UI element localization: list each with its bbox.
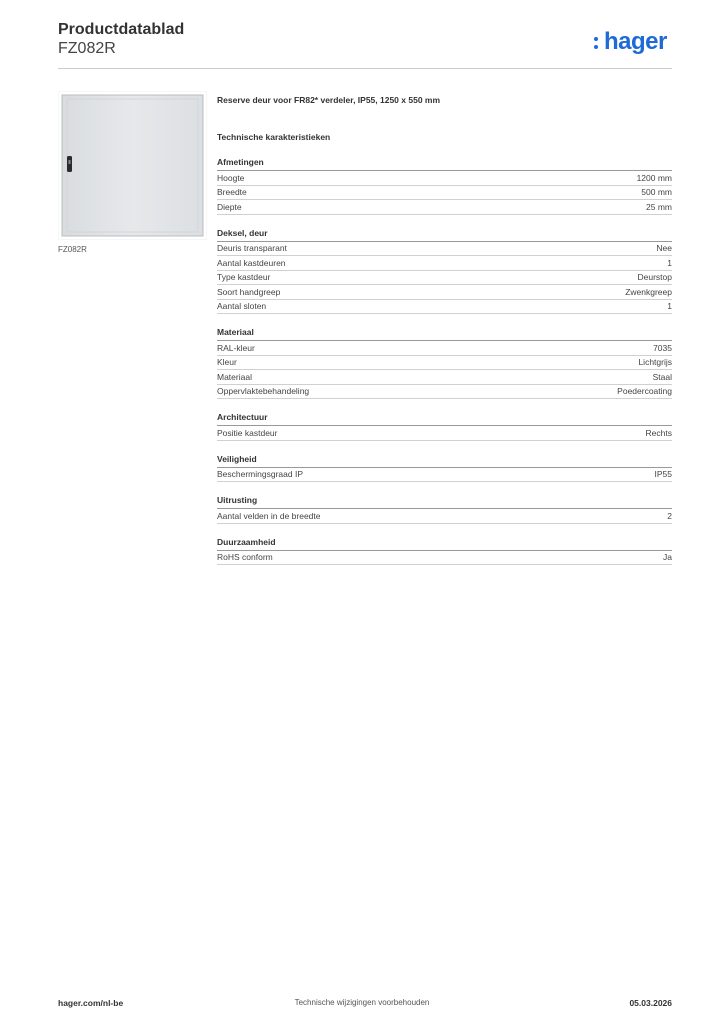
spec-label: Positie kastdeur [217,427,278,438]
spec-label: Beschermingsgraad IP [217,469,303,479]
tech-heading: Technische karakteristieken [217,132,331,142]
spec-row [217,271,672,286]
spec-label: Deuris transparant [217,243,287,253]
spec-section [217,536,672,566]
spec-row [217,341,672,356]
spec-label: Type kastdeur [217,272,271,282]
spec-value: 25 mm [646,201,672,212]
section-title: Veiligheid [217,453,672,468]
section-title: Afmetingen [217,156,672,171]
spec-row [217,551,672,566]
spec-sections [217,156,672,565]
section-title: Uitrusting [217,494,672,509]
header-divider [58,68,672,69]
spec-value: Rechts [645,427,672,438]
spec-row [217,426,672,441]
spec-row [217,186,672,201]
hager-logo[interactable] [594,28,674,58]
product-description: Reserve deur voor FR82* verdeler, IP55, 1250 x 550 mm [217,95,441,105]
spec-label: Diepte [217,201,242,212]
spec-value: IP55 [654,469,672,479]
spec-label: RoHS conform [217,552,273,562]
spec-value: Lichtgrijs [638,357,672,367]
spec-section [217,453,672,483]
doc-title: Productdatablad [58,21,185,38]
spec-section [217,411,672,441]
spec-row [217,171,672,186]
spec-value: Zwenkgreep [625,286,672,297]
spec-label: Oppervlaktebehandeling [217,386,310,396]
spec-panel [217,94,672,565]
spec-value: 7035 [653,342,672,353]
section-title: Duurzaamheid [217,536,672,551]
spec-label: RAL-kleur [217,342,255,353]
spec-row [217,385,672,400]
spec-value: 1200 mm [636,172,672,183]
spec-label: Hoogte [217,172,245,183]
spec-section [217,326,672,399]
spec-row [217,285,672,300]
spec-value: Nee [656,243,672,253]
spec-row [217,356,672,371]
door-panel-image [58,91,207,240]
footer-notice: Technische wijzigingen voorbehouden [294,998,430,1007]
section-title: Materiaal [217,326,672,341]
spec-row [217,242,672,257]
spec-label: Materiaal [217,371,252,382]
spec-label: Kleur [217,357,237,367]
logo-dots-icon [594,37,599,53]
spec-section [217,227,672,315]
spec-row [217,200,672,215]
spec-row [217,468,672,483]
logo-text: hager [604,28,667,55]
image-caption: FZ082R [58,245,87,254]
spec-label: Breedte [217,187,247,197]
footer-date: 05.03.2026 [629,998,672,1008]
spec-value: Ja [663,552,672,562]
spec-value: Deurstop [637,272,672,282]
spec-value: 1 [667,257,672,268]
spec-row [217,370,672,385]
spec-row [217,509,672,524]
spec-section [217,494,672,524]
footer-website-link[interactable]: hager.com/nl-be [58,998,124,1008]
spec-value: 1 [667,301,672,311]
spec-value: 2 [667,510,672,521]
section-title: Architectuur [217,411,672,426]
section-title: Deksel, deur [217,227,672,242]
spec-label: Aantal velden in de breedte [217,510,321,521]
spec-row [217,300,672,315]
spec-label: Aantal kastdeuren [217,257,286,268]
spec-value: 500 mm [641,187,672,197]
spec-section [217,156,672,215]
product-code: FZ082R [58,40,116,57]
spec-value: Staal [652,371,672,382]
spec-label: Aantal sloten [217,301,267,311]
spec-value: Poedercoating [617,386,672,396]
spec-label: Soort handgreep [217,286,281,297]
spec-row [217,256,672,271]
